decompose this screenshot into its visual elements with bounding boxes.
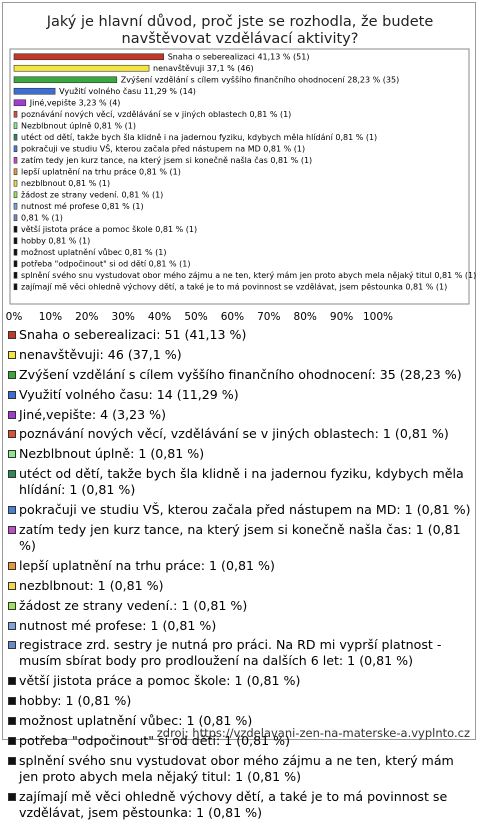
legend-swatch-9: [8, 506, 16, 514]
legend-label-19: potřeba "odpočinout" si od dětí: 1 (0,81 %): [19, 733, 290, 748]
bar-label-19: potřeba "odpočinout" si od dětí 0,81 % (1): [21, 259, 191, 269]
bar-label-7: Nezblbnout úplně 0,81 % (1): [21, 122, 136, 131]
legend-swatch-20: [8, 757, 16, 765]
x-tick-label-5: 50%: [184, 311, 207, 323]
legend: [8, 327, 476, 825]
legend-label-20: splnění svého snu vystudovat obor mého zájmu a ne ten, který mám jen proto abych mela nějaký titul: 1 (0,81 %): [19, 753, 454, 784]
legend-swatch-2: [8, 351, 16, 359]
x-tick-label-0: 0%: [6, 311, 23, 323]
bar-19: [14, 261, 17, 267]
legend-label-15: registrace zrd. sestry je nutná pro práci. Na RD mi vyprší platnost - musím sbírat body pro prodloužení na dalších 6 let: 1 (0,81 %): [19, 637, 441, 668]
legend-item-6: [8, 426, 476, 442]
legend-label-12: nezblbnout: 1 (0,81 %): [19, 578, 164, 593]
source-note: zdroj: https://vzdelavani-zen-na-materske-a.vyplnto.cz: [157, 726, 470, 740]
bar-label-1: Snaha o seberealizaci 41,13 % (51): [168, 53, 310, 62]
legend-swatch-11: [8, 562, 16, 570]
bar-label-2: nenavštěvuji 37,1 % (46): [153, 63, 254, 73]
legend-label-2: nenavštěvuji: 46 (37,1 %): [19, 347, 182, 362]
x-tick-label-9: 90%: [330, 311, 353, 323]
bar-6: [14, 111, 17, 117]
bar-label-6: poznávání nových věcí, vzdělávání se v jiných oblastech 0,81 % (1): [21, 110, 291, 119]
bar-label-11: lepší uplatnění na trhu práce 0,81 % (1): [21, 167, 181, 177]
legend-swatch-18: [8, 717, 16, 725]
legend-item-10: [8, 522, 476, 554]
x-tick-label-8: 80%: [294, 311, 317, 323]
legend-label-9: pokračuji ve studiu VŠ, kterou začala před nástupem na MD: 1 (0,81 %): [19, 502, 471, 517]
bar-label-21: zajímají mě věci ohledně výchovy dětí, a také je to má povinnost se vzdělávat, jsem pěstounka 0,81 % (1): [21, 282, 447, 292]
bar-label-13: žádost ze strany vedení. 0,81 % (1): [21, 191, 163, 200]
bar-label-14: nutnost mé profese 0,81 % (1): [21, 201, 144, 211]
legend-item-9: [8, 502, 476, 518]
legend-item-16: [8, 673, 476, 689]
legend-label-1: Snaha o seberealizaci: 51 (41,13 %): [19, 327, 246, 342]
legend-label-14: nutnost mé profese: 1 (0,81 %): [19, 618, 216, 633]
bar-17: [14, 238, 17, 244]
bar-10: [14, 157, 17, 163]
bar-label-15: 0,81 % (1): [21, 214, 63, 223]
x-tick-label-1: 10%: [39, 311, 62, 323]
legend-item-4: [8, 387, 476, 403]
x-tick-label-6: 60%: [221, 311, 244, 323]
legend-item-12: [8, 578, 476, 594]
bar-chart: [0, 0, 480, 330]
legend-label-11: lepší uplatnění na trhu práce: 1 (0,81 %): [19, 558, 275, 573]
bar-2: [14, 65, 149, 71]
legend-label-10: zatím tedy jen kurz tance, na který jsem si konečně našla čas: 1 (0,81 %): [19, 522, 461, 553]
legend-item-21: [8, 789, 476, 821]
chart-title: Jaký je hlavní důvod, proč jste se rozhodla, že budete navštěvovat vzdělávací aktivity?: [0, 14, 480, 48]
x-tick-label-2: 20%: [75, 311, 98, 323]
legend-item-3: [8, 367, 476, 383]
legend-label-8: utéct od dětí, takže bych šla klidně i na jadernou fyziku, kdybych měla hlídání: 1 (0,81 %): [19, 466, 464, 497]
bar-label-8: utéct od dětí, takže bych šla klidně i na jadernou fyziku, kdybych měla hlídání 0,81 % (1): [21, 132, 377, 142]
legend-item-14: [8, 618, 476, 634]
legend-swatch-8: [8, 470, 16, 478]
legend-item-15: [8, 637, 476, 669]
bar-label-12: nezblbnout 0,81 % (1): [21, 179, 110, 188]
legend-label-4: Využití volného času: 14 (11,29 %): [19, 387, 239, 402]
legend-item-17: [8, 693, 476, 709]
legend-label-17: hobby: 1 (0,81 %): [19, 693, 131, 708]
bar-label-9: pokračuji ve studiu VŠ, kterou začala před nástupem na MD 0,81 % (1): [21, 143, 305, 154]
legend-swatch-21: [8, 793, 16, 801]
legend-label-5: Jiné,vepište: 4 (3,23 %): [19, 407, 166, 422]
legend-swatch-12: [8, 582, 16, 590]
x-tick-label-10: 100%: [363, 311, 393, 323]
bar-13: [14, 192, 17, 198]
legend-label-3: Zvýšení vzdělání s cílem vyššího finančního ohodnocení: 35 (28,23 %): [19, 367, 462, 382]
legend-item-1: [8, 327, 476, 343]
legend-label-18: možnost uplatnění vůbec: 1 (0,81 %): [19, 713, 252, 728]
legend-swatch-15: [8, 641, 16, 649]
x-tick-label-7: 70%: [257, 311, 280, 323]
bar-label-20: splnění svého snu vystudovat obor mého zájmu a ne ten, který mám jen proto abych mela nějaký titul 0,81 % (1): [21, 270, 476, 280]
legend-swatch-14: [8, 622, 16, 630]
bar-label-17: hobby 0,81 % (1): [21, 237, 90, 246]
bar-7: [14, 123, 17, 129]
legend-swatch-5: [8, 411, 16, 419]
bar-11: [14, 169, 17, 175]
legend-item-13: [8, 598, 476, 614]
bar-label-16: větší jistota práce a pomoc škole 0,81 % (1): [21, 224, 197, 234]
legend-label-16: větší jistota práce a pomoc škole: 1 (0,81 %): [19, 673, 300, 688]
bar-label-18: možnost uplatnění vůbec 0,81 % (1): [21, 247, 167, 257]
legend-swatch-4: [8, 391, 16, 399]
legend-swatch-6: [8, 430, 16, 438]
bar-8: [14, 134, 17, 140]
legend-swatch-7: [8, 450, 16, 458]
legend-swatch-13: [8, 602, 16, 610]
bar-label-4: Využití volného času 11,29 % (14): [59, 86, 196, 96]
legend-swatch-16: [8, 677, 16, 685]
bar-label-3: Zvýšení vzdělání s cílem vyššího finančního ohodnocení 28,23 % (35): [121, 75, 399, 85]
bar-1: [14, 54, 164, 60]
bar-14: [14, 203, 17, 209]
x-tick-label-3: 30%: [112, 311, 135, 323]
legend-label-13: žádost ze strany vedení.: 1 (0,81 %): [19, 598, 247, 613]
legend-item-2: [8, 347, 476, 363]
bar-12: [14, 180, 17, 186]
x-axis-ticks: [6, 311, 393, 323]
legend-item-7: [8, 446, 476, 462]
legend-label-7: Nezblbnout úplně: 1 (0,81 %): [19, 446, 204, 461]
legend-swatch-17: [8, 697, 16, 705]
bar-20: [14, 272, 17, 278]
bar-4: [14, 88, 55, 94]
legend-item-5: [8, 407, 476, 423]
legend-label-21: zajímají mě věci ohledně výchovy dětí, a také je to má povinnost se vzdělávat, jsem pěstounka: 1 (0,81 %): [19, 789, 447, 820]
legend-swatch-10: [8, 526, 16, 534]
legend-item-20: [8, 753, 476, 785]
bar-label-5: Jiné,vepište 3,23 % (4): [29, 98, 121, 108]
legend-item-11: [8, 558, 476, 574]
bar-16: [14, 226, 17, 232]
bar-9: [14, 146, 17, 152]
bar-15: [14, 215, 17, 221]
bar-label-10: zatím tedy jen kurz tance, na který jsem si konečně našla čas 0,81 % (1): [21, 155, 312, 165]
bar-3: [14, 77, 117, 83]
legend-item-8: [8, 466, 476, 498]
legend-swatch-1: [8, 331, 16, 339]
bar-18: [14, 249, 17, 255]
legend-swatch-3: [8, 371, 16, 379]
legend-label-6: poznávání nových věcí, vzdělávání se v jiných oblastech: 1 (0,81 %): [19, 426, 449, 441]
x-tick-label-4: 40%: [148, 311, 171, 323]
bar-5: [14, 100, 26, 106]
bar-21: [14, 284, 17, 290]
